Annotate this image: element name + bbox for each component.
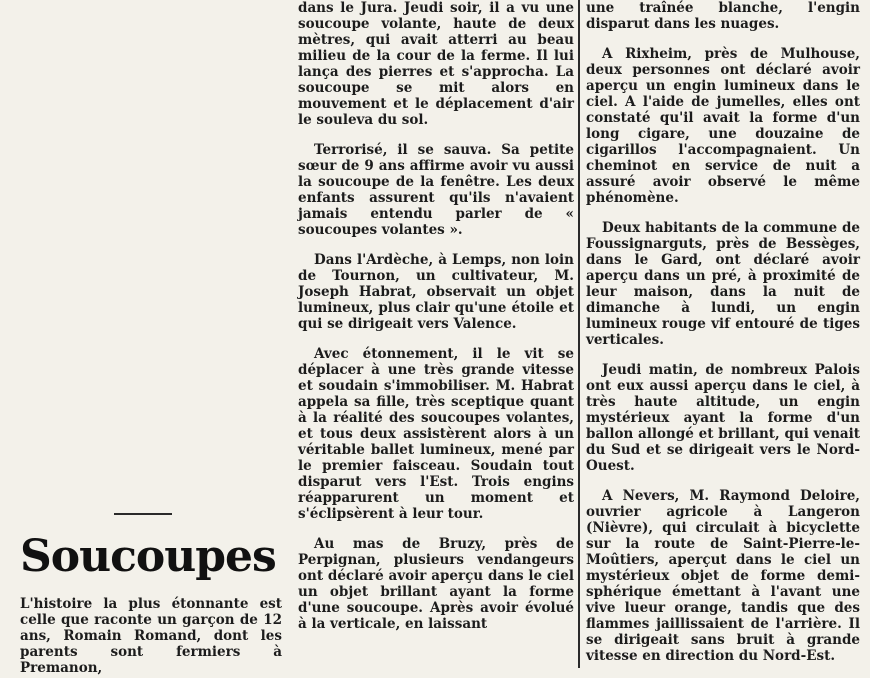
paragraph: Jeudi matin, de nombreux Palois ont eux aussi aperçu dans le ciel, à très haute altitude, un engin mystérieux ayant la forme d'un ballon allongé et brillant, qui venait du Sud et se dirigeait vers le Nord-Ouest. [586, 362, 860, 474]
middle-column [298, 0, 574, 646]
paragraph: A Nevers, M. Raymond Deloire, ouvrier agricole à Langeron (Nièvre), qui circulait à bicyclette sur la route de Saint-Pierre-le-Moûtiers, aperçut dans le ciel un mystérieux objet de forme demi-sphérique émettant à l'avant une vive lueur orange, tandis que des flammes jaillissaient de l'arrière. Il se dirigeait sans bruit à grande vitesse en direction du Nord-Est. [586, 488, 860, 664]
paragraph: une traînée blanche, l'engin disparut dans les nuages. [586, 0, 860, 32]
paragraph: dans le Jura. Jeudi soir, il a vu une soucoupe volante, haute de deux mètres, qui avait atterri au beau milieu de la cour de la ferme. Il lui lança des pierres et s'approcha. La soucoupe se mit alors en mouvement et le déplacement d'air le souleva du sol. [298, 0, 574, 128]
right-column [586, 0, 860, 678]
paragraph: Deux habitants de la commune de Foussignarguts, près de Bessèges, dans le Gard, ont déclaré avoir aperçu dans un pré, à proximité de leur maison, dans la nuit de dimanche à lundi, un engin lumineux rouge vif entouré de tiges verticales. [586, 220, 860, 348]
paragraph: Avec étonnement, il le vit se déplacer à une très grande vitesse et soudain s'immobiliser. M. Habrat appela sa fille, très sceptique quant à la réalité des soucoupes volantes, et tous deux assistèrent alors à un véritable ballet lumineux, mené par le premier faisceau. Soudain tout disparut vers l'Est. Trois engins réapparurent un moment et s'éclipsèrent à leur tour. [298, 346, 574, 522]
article-headline: Soucoupes [20, 531, 276, 582]
paragraph: Au mas de Bruzy, près de Perpignan, plusieurs vendangeurs ont déclaré avoir aperçu dans le ciel un objet brillant ayant la forme d'une soucoupe. Après avoir évolué à la verticale, en laissant [298, 536, 574, 632]
headline-rule [114, 513, 172, 515]
paragraph: A Rixheim, près de Mulhouse, deux personnes ont déclaré avoir aperçu un engin lumineux dans le ciel. A l'aide de jumelles, elles ont constaté qu'il avait la forme d'un long cigare, une douzaine de cigarillos l'accompagnaient. Un cheminot en service de nuit a assuré avoir observé le même phénomène. [586, 46, 860, 206]
article-lead: L'histoire la plus étonnante est celle que raconte un garçon de 12 ans, Romain Romand, dont les parents sont fermiers à Premanon, [20, 596, 282, 676]
paragraph: Terrorisé, il se sauva. Sa petite sœur de 9 ans affirme avoir vu aussi la soucoupe de la fenêtre. Les deux enfants assurent qu'ils n'avaient jamais entendu parler de « soucoupes volantes ». [298, 142, 574, 238]
paragraph: Dans l'Ardèche, à Lemps, non loin de Tournon, un cultivateur, M. Joseph Habrat, observait un objet lumineux, plus clair qu'une étoile et qui se dirigeait vers Valence. [298, 252, 574, 332]
column-rule [578, 0, 580, 668]
